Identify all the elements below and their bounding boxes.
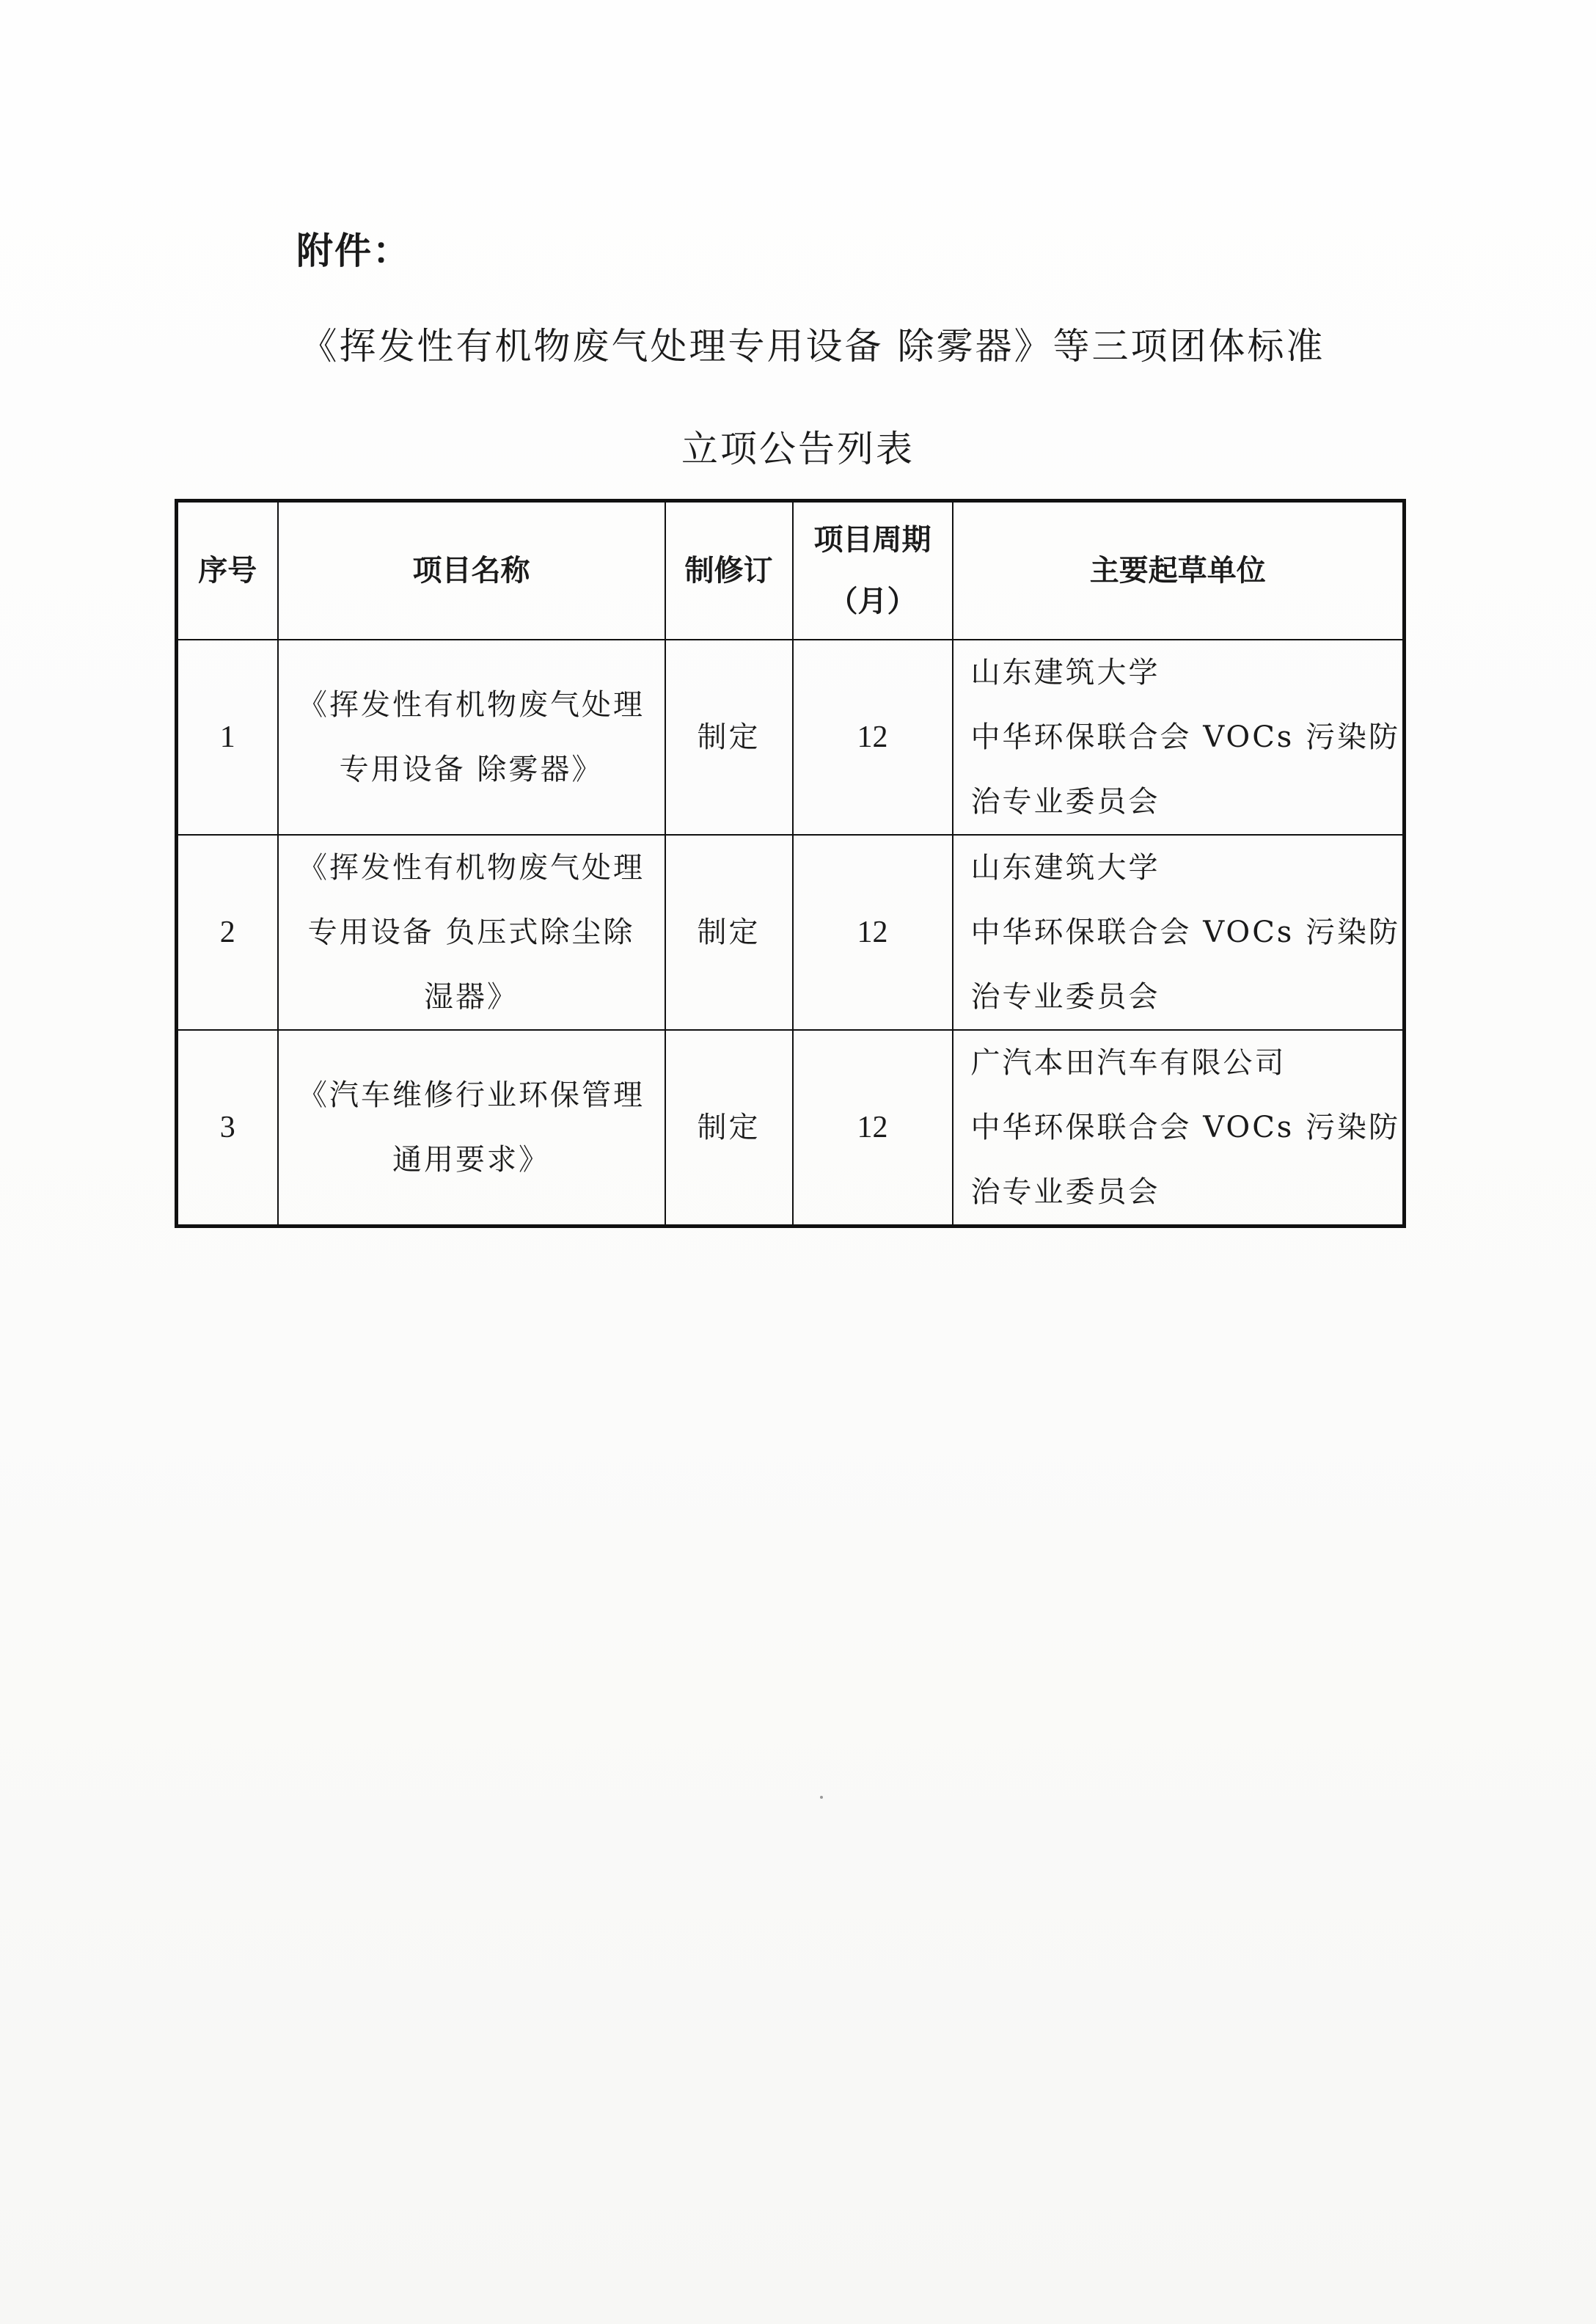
document-subtitle: 立项公告列表 [681,428,915,470]
row-index: 2 [177,835,278,1030]
drafting-unit-line: 山东建筑大学 [970,851,1160,885]
row-project-name [278,1030,665,1227]
header-drafting-units: 主要起草单位 [953,501,1405,640]
table-header-row [177,501,1405,640]
project-name-line: 专用设备 除雾器》 [339,753,604,786]
row-period: 12 [793,835,953,1030]
drafting-unit-line: 治专业委员会 [970,1175,1160,1209]
document-title: 《挥发性有机物废气处理专用设备 除雾器》等三项团体标准 [300,325,1325,368]
header-period-line1: 项目周期 [813,523,931,557]
row-project-name [278,640,665,835]
row-drafting-units [953,640,1405,835]
table-row [177,1030,1405,1227]
drafting-unit-line: 治专业委员会 [970,980,1160,1014]
row-index: 1 [177,640,278,835]
project-name-line: 《挥发性有机物废气处理 [298,688,645,722]
header-period-line2: （月） [828,585,917,618]
header-revision-type: 制修订 [665,501,793,640]
project-name-line: 《汽车维修行业环保管理 [298,1078,645,1112]
project-name-line: 湿器》 [424,980,519,1014]
drafting-unit-line: 治专业委员会 [970,785,1160,819]
scan-speck [820,1796,823,1799]
announcement-table [175,499,1406,1228]
row-drafting-units [953,1030,1405,1227]
drafting-unit-line: 中华环保联合会 VOCs 污染防 [970,720,1401,754]
table-row [177,640,1405,835]
row-project-name [278,835,665,1030]
attachment-label: 附件： [296,230,411,272]
drafting-unit-line: 山东建筑大学 [970,656,1160,690]
row-revision-type: 制定 [665,640,793,835]
announcement-table-wrapper [175,499,1402,1228]
drafting-unit-line: 中华环保联合会 VOCs 污染防 [970,1111,1401,1144]
row-index: 3 [177,1030,278,1227]
project-name-line: 专用设备 负压式除尘除 [307,916,635,949]
row-revision-type: 制定 [665,1030,793,1227]
row-period: 12 [793,1030,953,1227]
row-revision-type: 制定 [665,835,793,1030]
project-name-line: 通用要求》 [392,1143,550,1177]
header-index: 序号 [177,501,278,640]
table-row [177,835,1405,1030]
drafting-unit-line: 中华环保联合会 VOCs 污染防 [970,916,1401,949]
header-period [793,501,953,640]
row-drafting-units [953,835,1405,1030]
project-name-line: 《挥发性有机物废气处理 [298,851,645,885]
header-project-name: 项目名称 [278,501,665,640]
row-period: 12 [793,640,953,835]
drafting-unit-line: 广汽本田汽车有限公司 [970,1046,1286,1080]
